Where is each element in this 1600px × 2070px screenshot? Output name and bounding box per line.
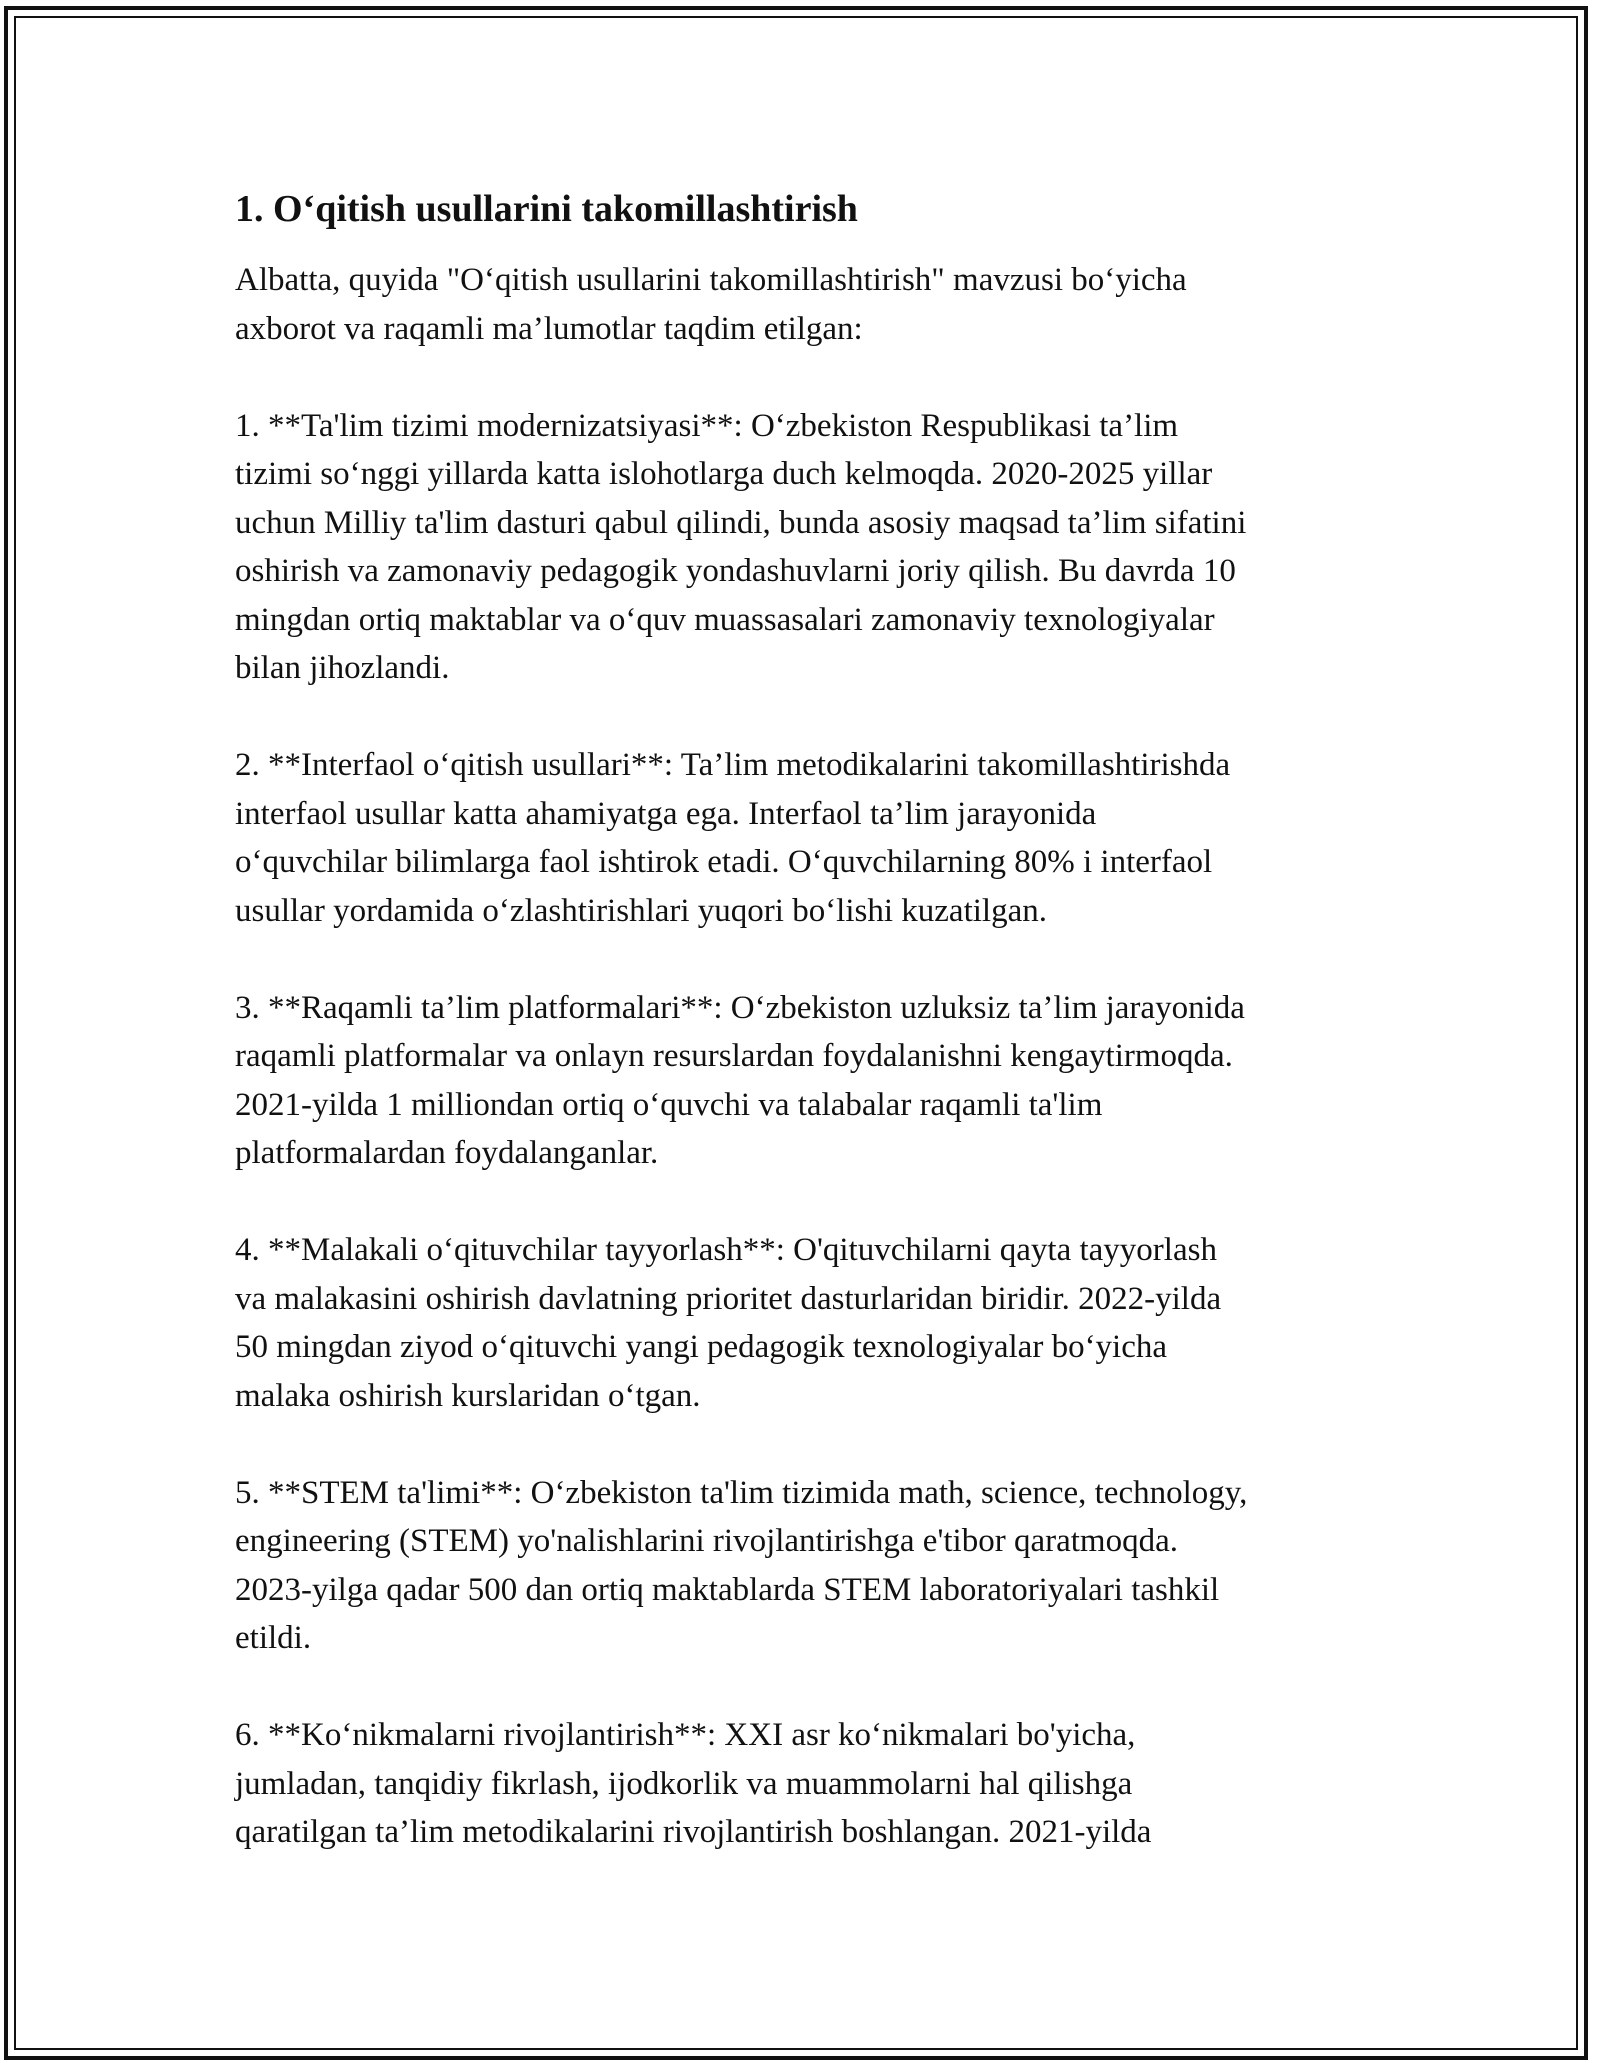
text-line: 2. **Interfaol o‘qitish usullari**: Ta’lim metodikalarini takomillashtirishda: [235, 747, 1231, 783]
paragraph-5: [235, 1226, 1375, 1420]
text-line: va malakasini oshirish davlatning prioritet dasturlaridan biridir. 2022-yilda: [235, 1280, 1222, 1317]
text-line: tizimi so‘nggi yillarda katta islohotlarga duch kelmoqda. 2020-2025 yillar: [235, 456, 1213, 492]
paragraph-2: [235, 402, 1375, 693]
text-line: jumladan, tanqidiy fikrlash, ijodkorlik va muammolarni hal qilishga: [235, 1765, 1133, 1802]
text-line: raqamli platformalar va onlayn resurslardan foydalanishni kengaytirmoqda.: [235, 1038, 1233, 1074]
text-line: oshirish va zamonaviy pedagogik yondashuvlarni joriy qilish. Bu davrda 10: [235, 553, 1236, 589]
text-line: 2021-yilda 1 milliondan ortiq o‘quvchi va talabalar raqamli ta'lim: [235, 1086, 1103, 1123]
text-line: Albatta, quyida "O‘qitish usullarini takomillashtirish" mavzusi bo‘yicha: [235, 262, 1187, 298]
text-line: platformalardan foydalanganlar.: [235, 1135, 659, 1171]
text-line: malaka oshirish kurslaridan o‘tgan.: [235, 1377, 701, 1414]
text-line: usullar yordamida o‘zlashtirishlari yuqori bo‘lishi kuzatilgan.: [235, 892, 1047, 929]
text-line: uchun Milliy ta'lim dasturi qabul qilindi, bunda asosiy maqsad ta’lim sifatini: [235, 504, 1247, 541]
paragraph-3: [235, 741, 1375, 935]
text-line: bilan jihozlandi.: [235, 650, 450, 686]
text-line: o‘quvchilar bilimlarga faol ishtirok etadi. O‘quvchilarning 80% i interfaol: [235, 844, 1213, 880]
text-line: qaratilgan ta’lim metodikalarini rivojlantirish boshlangan. 2021-yilda: [235, 1814, 1152, 1850]
paragraph-7: [235, 1711, 1375, 1857]
document-title: 1. O‘qitish usullarini takomillashtirish: [235, 188, 858, 230]
text-line: mingdan ortiq maktablar va o‘quv muassasalari zamonaviy texnologiyalar: [235, 601, 1215, 638]
text-line: axborot va raqamli ma’lumotlar taqdim etilgan:: [235, 310, 863, 347]
text-line: 5. **STEM ta'limi**: O‘zbekiston ta'lim tizimida math, science, technology,: [235, 1474, 1248, 1511]
paragraph-4: [235, 984, 1375, 1178]
text-line: 3. **Raqamli ta’lim platformalari**: O‘zbekiston uzluksiz ta’lim jarayonida: [235, 989, 1245, 1026]
text-line: 6. **Ko‘nikmalarni rivojlantirish**: XXI asr ko‘nikmalari bo'yicha,: [235, 1717, 1136, 1753]
text-line: etildi.: [235, 1620, 312, 1656]
text-line: 1. **Ta'lim tizimi modernizatsiyasi**: O‘zbekiston Respublikasi ta’lim: [235, 407, 1179, 444]
text-line: 50 mingdan ziyod o‘qituvchi yangi pedagogik texnologiyalar bo‘yicha: [235, 1329, 1168, 1365]
text-line: 4. **Malakali o‘qituvchilar tayyorlash**: O'qituvchilarni qayta tayyorlash: [235, 1232, 1217, 1268]
text-line: engineering (STEM) yo'nalishlarini rivojlantirishga e'tibor qaratmoqda.: [235, 1523, 1178, 1559]
document-body: [235, 186, 1375, 1905]
text-line: 2023-yilga qadar 500 dan ortiq maktablarda STEM laboratoriyalari tashkil: [235, 1571, 1220, 1608]
paragraph-6: [235, 1469, 1375, 1663]
paragraph-1: [235, 256, 1375, 353]
text-line: interfaol usullar katta ahamiyatga ega. Interfaol ta’lim jarayonida: [235, 795, 1097, 832]
paragraph-list: [235, 256, 1375, 1857]
